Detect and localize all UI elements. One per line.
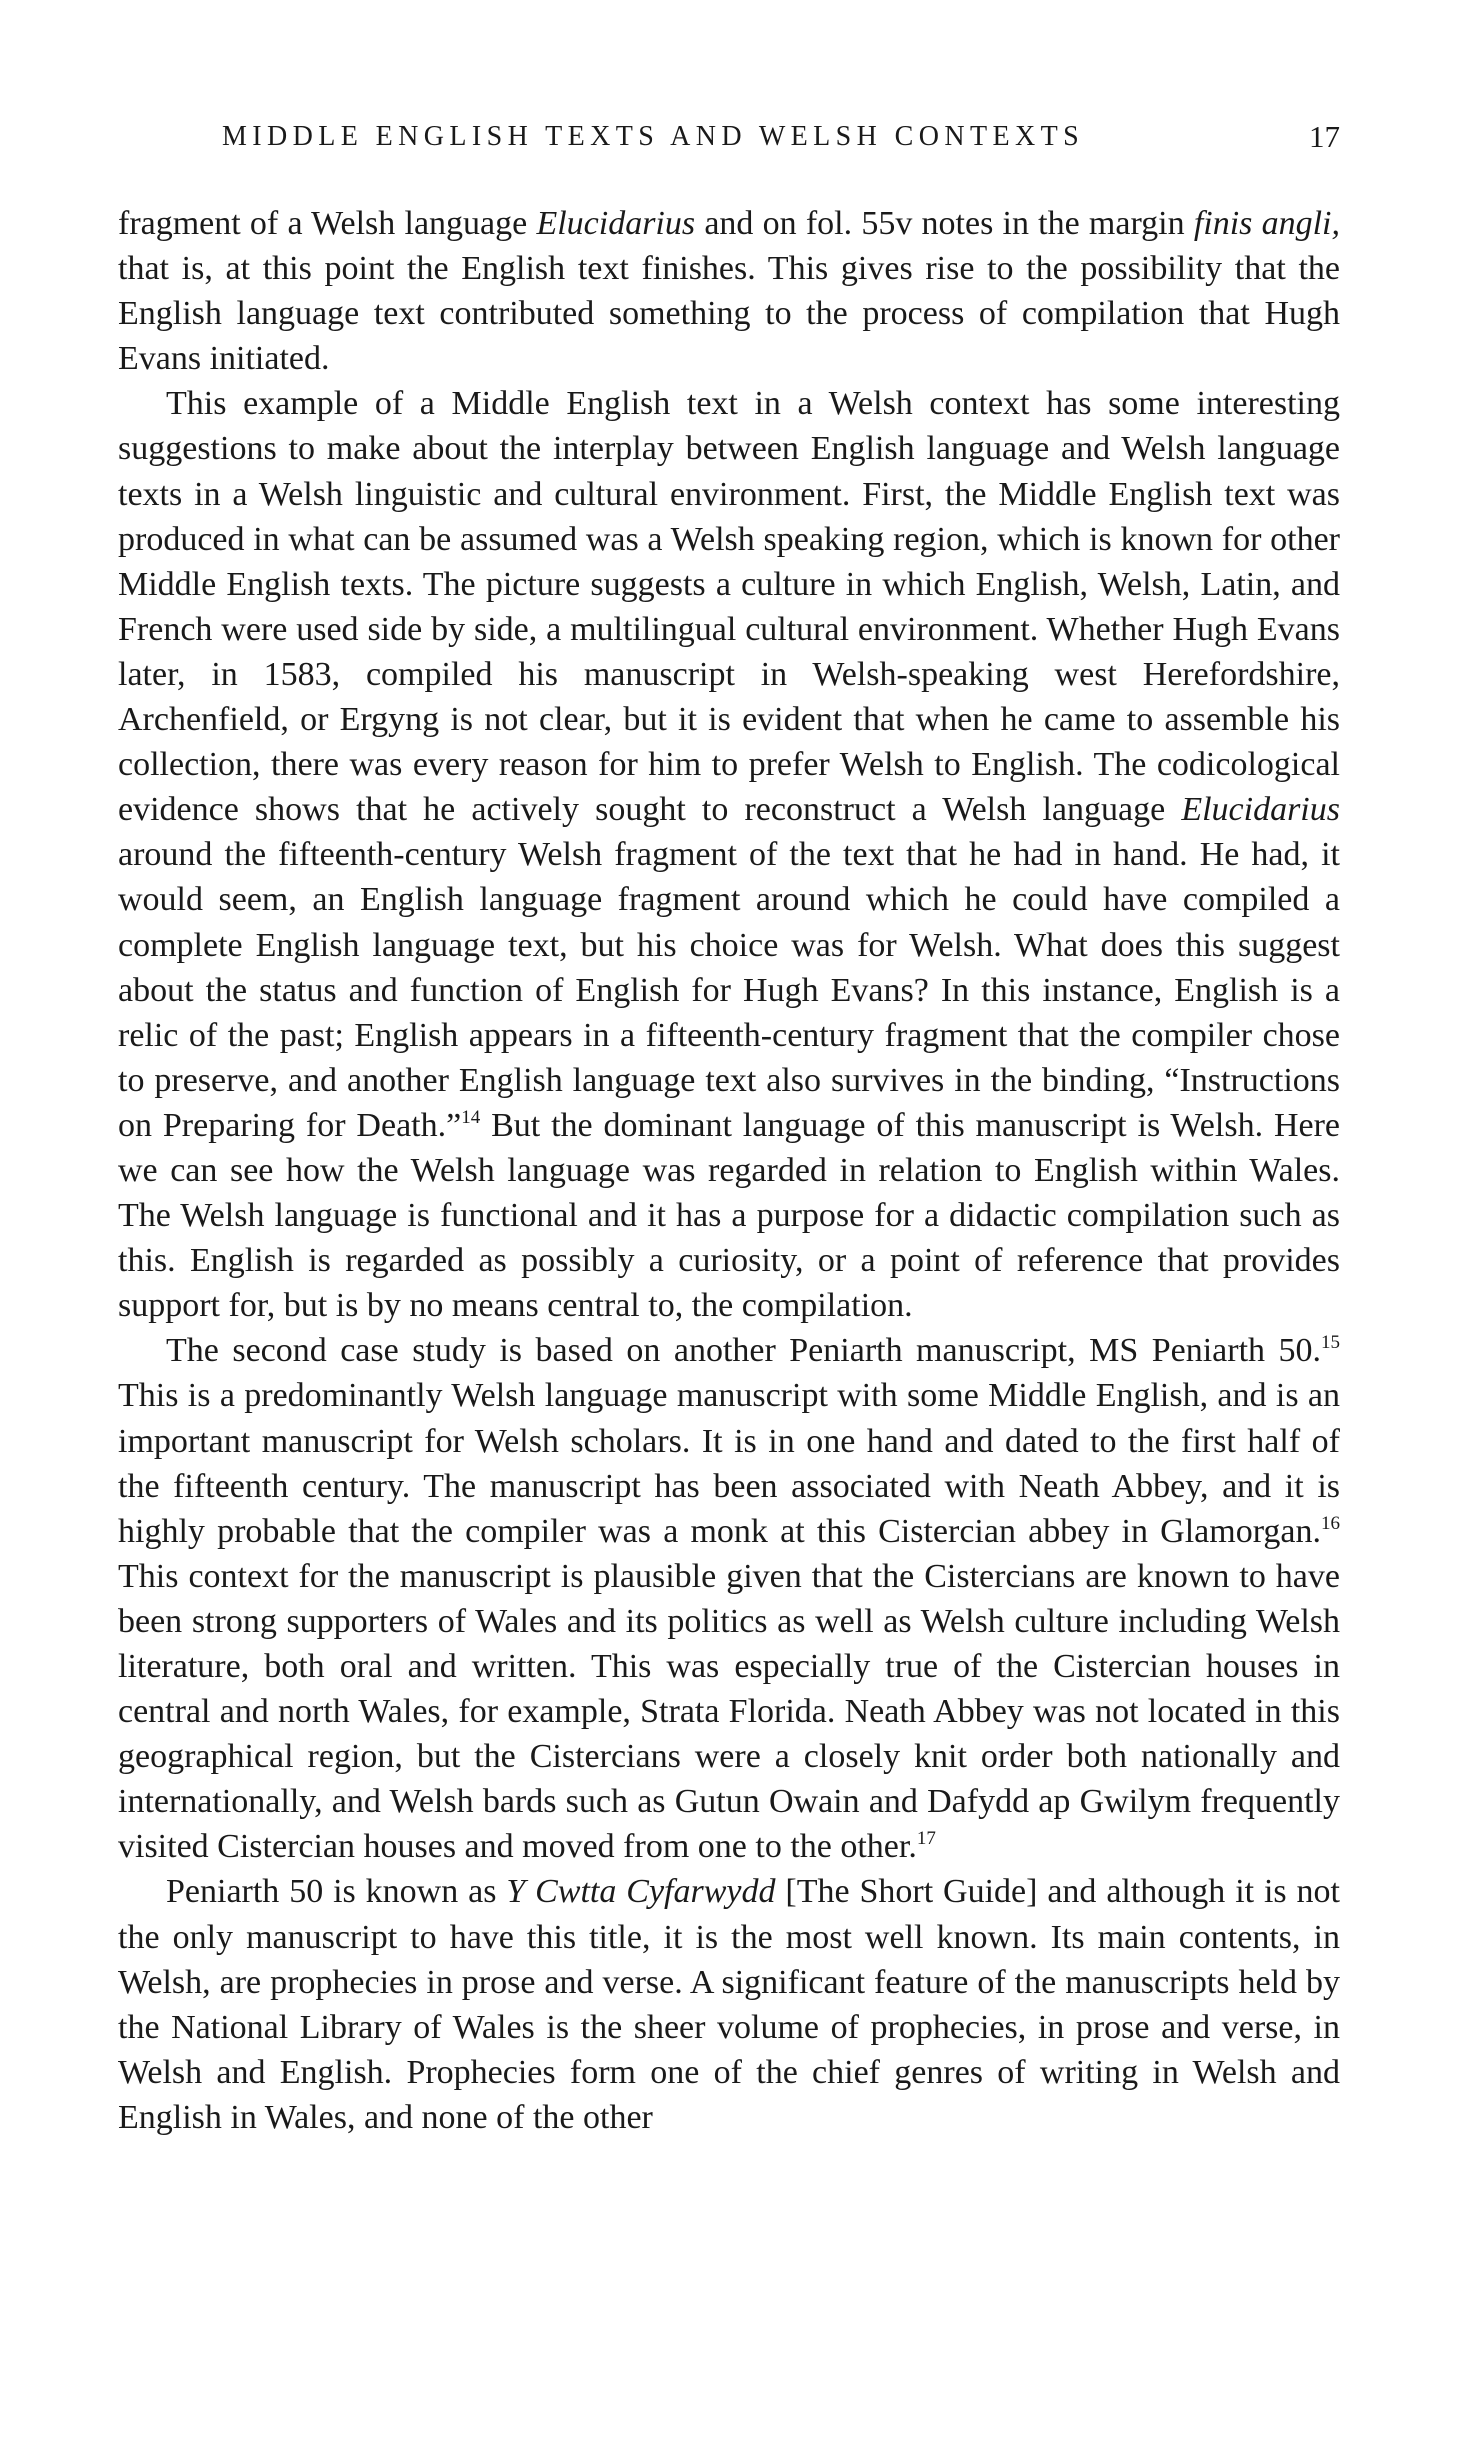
footnote-marker-17: 17: [916, 1828, 936, 1850]
paragraph-2: [118, 381, 1340, 1328]
paragraph-2-text-b: around the fifteenth-century Welsh fragment of the text that he had in hand. He had, it would seem, an English language fragment around which he could have compiled a complete English language text, but his choice was for Welsh. What does this suggest about the status and function of English for Hugh Evans? In this instance, English is a relic of the past; English appears in a fifteenth-century fragment that the compiler chose to preserve, and another English language text also survives in the binding, “Instructions on Preparing for Death.”: [118, 836, 1340, 1144]
running-title: MIDDLE ENGLISH TEXTS AND WELSH CONTEXTS: [222, 121, 1085, 152]
paragraph-1: [118, 201, 1340, 381]
paragraph-1-italic-title: Elucidarius: [536, 205, 696, 242]
page-number: 17: [1309, 119, 1340, 154]
paragraph-2-text-a: This example of a Middle English text in a Welsh context has some interesting suggestions to make about the interplay between English language and Welsh language texts in a Welsh linguistic and cultural environment. First, the Middle English text was produced in what can be assumed was a Welsh speaking region, which is known for other Middle English texts. The picture suggests a culture in which English, Welsh, Latin, and French were used side by side, a multilingual cultural environment. Whether Hugh Evans later, in 1583, compiled his manuscript in Welsh-speaking west Herefordshire, Archenfield, or Ergyng is not clear, but it is evident that when he came to assemble his collection, there was every reason for him to prefer Welsh to English. The codicological evidence shows that he actively sought to reconstruct a Welsh language: [118, 385, 1340, 829]
footnote-marker-16: 16: [1321, 1512, 1340, 1534]
paragraph-1-italic-latin: finis angli,: [1193, 205, 1341, 242]
paragraph-4-text-a: Peniarth 50 is known as: [166, 1873, 507, 1911]
paragraph-3-text-b: This is a predominantly Welsh language manuscript with some Middle English, and is an important manuscript for Welsh scholars. It is in one hand and dated to the first half of the fifteenth century. The manuscript has been associated with Neath Abbey, and it is highly probable that the compiler was a monk at this Cistercian abbey in Glamorgan.: [118, 1377, 1340, 1550]
paragraph-3-text-a: The second case study is based on another Peniarth manuscript, MS Peniarth 50.: [166, 1332, 1321, 1370]
paragraph-4-italic-title: Y Cwtta Cyfarwydd: [506, 1873, 776, 1911]
paragraph-1-text-b: and on fol. 55v notes in the margin: [695, 205, 1194, 242]
paragraph-2-text-c: But the dominant language of this manuscript is Welsh. Here we can see how the Welsh language was regarded in relation to English within Wales. The Welsh language is functional and it has a purpose for a didactic compilation such as this. English is regarded as possibly a curiosity, or a point of reference that provides support for, but is by no means central to, the compilation.: [118, 1106, 1340, 1325]
running-head: [222, 112, 1340, 162]
paragraph-4: [118, 1869, 1340, 2140]
paragraph-1-text-c: that is, at this point the English text finishes. This gives rise to the possibility that the English language text contributed something to the process of compilation that Hugh Evans initiated.: [118, 250, 1340, 378]
paragraph-2-italic-title: Elucidarius: [1181, 791, 1340, 829]
paragraph-4-text-b: [The Short Guide] and although it is not the only manuscript to have this title, it is the most well known. Its main contents, in Welsh, are prophecies in prose and verse. A significant feature of the manuscripts held by the National Library of Wales is the sheer volume of prophecies, in prose and verse, in Welsh and English. Prophecies form one of the chief genres of writing in Welsh and English in Wales, and none of the other: [118, 1873, 1341, 2136]
body-text: [118, 201, 1340, 2140]
paragraph-3-text-c: This context for the manuscript is plausible given that the Cistercians are known to have been strong supporters of Wales and its politics as well as Welsh culture including Welsh literature, both oral and written. This was especially true of the Cistercian houses in central and north Wales, for example, Strata Florida. Neath Abbey was not located in this geographical region, but the Cistercians were a closely knit order both nationally and internationally, and Welsh bards such as Gutun Owain and Dafydd ap Gwilym frequently visited Cistercian houses and moved from one to the other.: [118, 1557, 1340, 1866]
footnote-marker-14: 14: [461, 1106, 481, 1128]
footnote-marker-15: 15: [1321, 1332, 1340, 1354]
paragraph-1-text-a: fragment of a Welsh language: [118, 205, 537, 242]
paragraph-3: [118, 1328, 1340, 1869]
